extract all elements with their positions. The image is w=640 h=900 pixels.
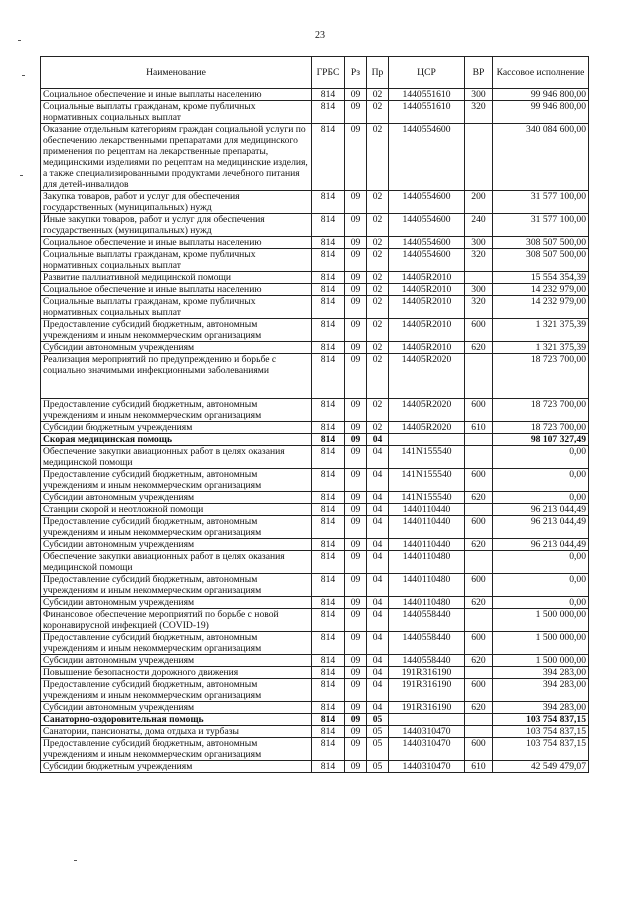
cell-csr: 1440551610 <box>389 101 465 124</box>
table-row <box>41 284 589 296</box>
cell-rz: 09 <box>345 399 367 422</box>
cell-name: Предоставление субсидий бюджетным, автономным учреждениям и иным некоммерческим организациям <box>41 516 312 539</box>
cell-amount: 340 084 600,00 <box>493 124 589 191</box>
cell-amount: 31 577 100,00 <box>493 214 589 237</box>
cell-pr: 02 <box>367 319 389 342</box>
cell-rz: 09 <box>345 469 367 492</box>
cell-amount: 0,00 <box>493 597 589 609</box>
cell-csr: 1440558440 <box>389 655 465 667</box>
cell-pr: 04 <box>367 492 389 504</box>
cell-amount: 15 554 354,39 <box>493 272 589 284</box>
table-row <box>41 446 589 469</box>
cell-name: Предоставление субсидий бюджетным, автономным учреждениям и иным некоммерческим организациям <box>41 399 312 422</box>
cell-csr: 14405R2020 <box>389 422 465 434</box>
cell-pr: 02 <box>367 191 389 214</box>
cell-amount: 0,00 <box>493 469 589 492</box>
cell-grbs: 814 <box>312 422 345 434</box>
cell-amount: 96 213 044,49 <box>493 504 589 516</box>
cell-grbs: 814 <box>312 726 345 738</box>
cell-name: Социальное обеспечение и иные выплаты населению <box>41 284 312 296</box>
cell-pr: 04 <box>367 702 389 714</box>
cell-pr: 02 <box>367 101 389 124</box>
cell-vr: 600 <box>465 574 493 597</box>
cell-vr: 610 <box>465 422 493 434</box>
cell-pr: 05 <box>367 761 389 773</box>
cell-rz: 09 <box>345 342 367 354</box>
cell-vr: 620 <box>465 539 493 551</box>
cell-pr: 04 <box>367 655 389 667</box>
scan-mark <box>18 40 21 41</box>
cell-name: Социальные выплаты гражданам, кроме публичных нормативных социальных выплат <box>41 296 312 319</box>
cell-csr: 1440554600 <box>389 214 465 237</box>
header-amount: Кассовое исполнение <box>493 57 589 89</box>
cell-grbs: 814 <box>312 702 345 714</box>
table-row <box>41 609 589 632</box>
table-row <box>41 714 589 726</box>
table-row <box>41 667 589 679</box>
cell-vr: 620 <box>465 492 493 504</box>
cell-name: Социальное обеспечение и иные выплаты населению <box>41 237 312 249</box>
cell-csr: 14405R2020 <box>389 354 465 399</box>
cell-grbs: 814 <box>312 539 345 551</box>
cell-vr: 320 <box>465 296 493 319</box>
cell-amount: 1 500 000,00 <box>493 609 589 632</box>
cell-name: Скорая медицинская помощь <box>41 434 312 446</box>
cell-pr: 04 <box>367 446 389 469</box>
cell-vr: 300 <box>465 89 493 101</box>
cell-rz: 09 <box>345 504 367 516</box>
cell-pr: 04 <box>367 679 389 702</box>
cell-grbs: 814 <box>312 574 345 597</box>
cell-csr: 1440110480 <box>389 551 465 574</box>
cell-vr: 600 <box>465 319 493 342</box>
cell-amount: 98 107 327,49 <box>493 434 589 446</box>
cell-rz: 09 <box>345 101 367 124</box>
cell-amount: 96 213 044,49 <box>493 516 589 539</box>
cell-name: Субсидии автономным учреждениям <box>41 655 312 667</box>
header-pr: Пр <box>367 57 389 89</box>
cell-csr: 1440554600 <box>389 237 465 249</box>
cell-rz: 09 <box>345 446 367 469</box>
cell-amount: 1 500 000,00 <box>493 655 589 667</box>
cell-grbs: 814 <box>312 249 345 272</box>
table-row <box>41 726 589 738</box>
cell-grbs: 814 <box>312 655 345 667</box>
scan-mark <box>20 175 23 176</box>
cell-csr: 1440554600 <box>389 191 465 214</box>
cell-rz: 09 <box>345 296 367 319</box>
cell-amount: 103 754 837,15 <box>493 738 589 761</box>
cell-csr: 1440558440 <box>389 632 465 655</box>
scan-mark <box>74 860 77 861</box>
cell-name: Предоставление субсидий бюджетным, автономным учреждениям и иным некоммерческим организациям <box>41 632 312 655</box>
cell-vr <box>465 714 493 726</box>
cell-grbs: 814 <box>312 89 345 101</box>
cell-pr: 04 <box>367 597 389 609</box>
cell-rz: 09 <box>345 422 367 434</box>
cell-pr: 04 <box>367 469 389 492</box>
cell-rz: 09 <box>345 714 367 726</box>
cell-csr: 1440310470 <box>389 761 465 773</box>
cell-rz: 09 <box>345 609 367 632</box>
cell-grbs: 814 <box>312 469 345 492</box>
cell-vr: 600 <box>465 679 493 702</box>
cell-amount: 394 283,00 <box>493 679 589 702</box>
cell-grbs: 814 <box>312 738 345 761</box>
cell-csr: 1440110440 <box>389 504 465 516</box>
cell-vr: 300 <box>465 284 493 296</box>
cell-amount: 103 754 837,15 <box>493 726 589 738</box>
table-row <box>41 539 589 551</box>
cell-csr: 14405R2010 <box>389 284 465 296</box>
cell-vr: 200 <box>465 191 493 214</box>
cell-pr: 04 <box>367 504 389 516</box>
table-row <box>41 632 589 655</box>
cell-grbs: 814 <box>312 214 345 237</box>
cell-name: Субсидии автономным учреждениям <box>41 539 312 551</box>
cell-amount: 14 232 979,00 <box>493 296 589 319</box>
cell-vr: 240 <box>465 214 493 237</box>
cell-vr <box>465 434 493 446</box>
cell-csr: 14405R2020 <box>389 399 465 422</box>
cell-grbs: 814 <box>312 492 345 504</box>
cell-name: Субсидии бюджетным учреждениям <box>41 422 312 434</box>
cell-pr: 02 <box>367 214 389 237</box>
cell-vr: 620 <box>465 597 493 609</box>
cell-name: Социальные выплаты гражданам, кроме публичных нормативных социальных выплат <box>41 101 312 124</box>
cell-csr: 1440551610 <box>389 89 465 101</box>
cell-name: Субсидии автономным учреждениям <box>41 702 312 714</box>
cell-name: Развитие паллиативной медицинской помощи <box>41 272 312 284</box>
cell-amount: 0,00 <box>493 492 589 504</box>
cell-pr: 05 <box>367 714 389 726</box>
cell-amount: 0,00 <box>493 446 589 469</box>
cell-csr: 1440110440 <box>389 516 465 539</box>
cell-vr: 600 <box>465 516 493 539</box>
cell-vr: 620 <box>465 655 493 667</box>
table-row <box>41 504 589 516</box>
cell-vr: 320 <box>465 101 493 124</box>
scan-mark <box>22 75 25 76</box>
cell-name: Финансовое обеспечение мероприятий по борьбе с новой коронавирусной инфекцией (COVID-19) <box>41 609 312 632</box>
cell-rz: 09 <box>345 726 367 738</box>
table-body <box>41 89 589 773</box>
cell-pr: 04 <box>367 609 389 632</box>
cell-amount: 18 723 700,00 <box>493 354 589 399</box>
cell-name: Станции скорой и неотложной помощи <box>41 504 312 516</box>
cell-rz: 09 <box>345 492 367 504</box>
table-row <box>41 214 589 237</box>
cell-amount: 42 549 479,07 <box>493 761 589 773</box>
table-header-row <box>41 57 589 89</box>
cell-grbs: 814 <box>312 609 345 632</box>
cell-amount: 0,00 <box>493 574 589 597</box>
cell-vr: 600 <box>465 632 493 655</box>
cell-vr <box>465 504 493 516</box>
table-row <box>41 551 589 574</box>
table-row <box>41 702 589 714</box>
cell-pr: 02 <box>367 354 389 399</box>
cell-csr: 1440110440 <box>389 539 465 551</box>
cell-csr: 14405R2010 <box>389 272 465 284</box>
cell-vr <box>465 667 493 679</box>
cell-csr: 14405R2010 <box>389 296 465 319</box>
cell-pr: 02 <box>367 249 389 272</box>
cell-csr: 1440554600 <box>389 124 465 191</box>
cell-rz: 09 <box>345 667 367 679</box>
cell-amount: 31 577 100,00 <box>493 191 589 214</box>
table-row <box>41 191 589 214</box>
cell-name: Социальные выплаты гражданам, кроме публичных нормативных социальных выплат <box>41 249 312 272</box>
cell-grbs: 814 <box>312 191 345 214</box>
cell-vr: 620 <box>465 342 493 354</box>
cell-rz: 09 <box>345 434 367 446</box>
cell-name: Предоставление субсидий бюджетным, автономным учреждениям и иным некоммерческим организациям <box>41 679 312 702</box>
cell-name: Реализация мероприятий по предупреждению и борьбе с социально значимыми инфекционными заболеваниями <box>41 354 312 399</box>
cell-pr: 04 <box>367 434 389 446</box>
cell-rz: 09 <box>345 272 367 284</box>
cell-name: Иные закупки товаров, работ и услуг для обеспечения государственных (муниципальных) нужд <box>41 214 312 237</box>
cell-pr: 02 <box>367 272 389 284</box>
cell-name: Предоставление субсидий бюджетным, автономным учреждениям и иным некоммерческим организациям <box>41 319 312 342</box>
table-row <box>41 679 589 702</box>
cell-amount: 18 723 700,00 <box>493 422 589 434</box>
cell-pr: 02 <box>367 399 389 422</box>
cell-grbs: 814 <box>312 434 345 446</box>
table-row <box>41 249 589 272</box>
cell-pr: 04 <box>367 551 389 574</box>
cell-grbs: 814 <box>312 101 345 124</box>
cell-name: Предоставление субсидий бюджетным, автономным учреждениям и иным некоммерческим организациям <box>41 738 312 761</box>
table-row <box>41 738 589 761</box>
cell-grbs: 814 <box>312 551 345 574</box>
cell-amount: 1 500 000,00 <box>493 632 589 655</box>
cell-amount: 99 946 800,00 <box>493 101 589 124</box>
cell-csr: 1440310470 <box>389 738 465 761</box>
cell-rz: 09 <box>345 214 367 237</box>
table-row <box>41 101 589 124</box>
table-row <box>41 574 589 597</box>
cell-rz: 09 <box>345 354 367 399</box>
cell-csr: 1440558440 <box>389 609 465 632</box>
cell-name: Предоставление субсидий бюджетным, автономным учреждениям и иным некоммерческим организациям <box>41 469 312 492</box>
cell-amount: 96 213 044,49 <box>493 539 589 551</box>
cell-csr: 1440110480 <box>389 574 465 597</box>
table-row <box>41 761 589 773</box>
cell-rz: 09 <box>345 632 367 655</box>
cell-vr <box>465 609 493 632</box>
cell-name: Санатории, пансионаты, дома отдыха и турбазы <box>41 726 312 738</box>
cell-grbs: 814 <box>312 342 345 354</box>
cell-vr <box>465 124 493 191</box>
cell-rz: 09 <box>345 237 367 249</box>
table-row <box>41 342 589 354</box>
table-row <box>41 399 589 422</box>
cell-rz: 09 <box>345 574 367 597</box>
cell-grbs: 814 <box>312 516 345 539</box>
cell-vr <box>465 272 493 284</box>
cell-amount: 308 507 500,00 <box>493 237 589 249</box>
cell-vr: 320 <box>465 249 493 272</box>
table-row <box>41 319 589 342</box>
cell-grbs: 814 <box>312 761 345 773</box>
cell-vr <box>465 446 493 469</box>
cell-grbs: 814 <box>312 679 345 702</box>
cell-grbs: 814 <box>312 296 345 319</box>
cell-name: Закупка товаров, работ и услуг для обеспечения государственных (муниципальных) нужд <box>41 191 312 214</box>
cell-rz: 09 <box>345 761 367 773</box>
cell-vr: 300 <box>465 237 493 249</box>
cell-pr: 02 <box>367 89 389 101</box>
cell-name: Субсидии автономным учреждениям <box>41 597 312 609</box>
cell-name: Обеспечение закупки авиационных работ в целях оказания медицинской помощи <box>41 551 312 574</box>
cell-amount: 394 283,00 <box>493 702 589 714</box>
cell-pr: 05 <box>367 738 389 761</box>
cell-grbs: 814 <box>312 597 345 609</box>
table-row <box>41 469 589 492</box>
cell-rz: 09 <box>345 516 367 539</box>
cell-amount: 18 723 700,00 <box>493 399 589 422</box>
cell-name: Оказание отдельным категориям граждан социальной услуги по обеспечению лекарственными препаратами для медицинского применения по рецептам на лекарственные препараты, медицинскими изделиями по рецептам на медицинские изделия, а также специализированными продуктами лечебного питания для детей-инвалидов <box>41 124 312 191</box>
cell-rz: 09 <box>345 679 367 702</box>
cell-name: Субсидии бюджетным учреждениям <box>41 761 312 773</box>
cell-csr: 1440310470 <box>389 726 465 738</box>
cell-rz: 09 <box>345 124 367 191</box>
cell-amount: 103 754 837,15 <box>493 714 589 726</box>
cell-pr: 02 <box>367 237 389 249</box>
cell-csr: 1440110480 <box>389 597 465 609</box>
cell-csr: 141N155540 <box>389 492 465 504</box>
header-csr: ЦСР <box>389 57 465 89</box>
cell-vr: 600 <box>465 738 493 761</box>
cell-csr <box>389 434 465 446</box>
cell-name: Предоставление субсидий бюджетным, автономным учреждениям и иным некоммерческим организациям <box>41 574 312 597</box>
cell-csr: 14405R2010 <box>389 319 465 342</box>
cell-grbs: 814 <box>312 446 345 469</box>
table-row <box>41 354 589 399</box>
table-row <box>41 296 589 319</box>
cell-csr: 14405R2010 <box>389 342 465 354</box>
table-row <box>41 422 589 434</box>
cell-grbs: 814 <box>312 124 345 191</box>
cell-pr: 02 <box>367 342 389 354</box>
cell-rz: 09 <box>345 551 367 574</box>
header-vr: ВР <box>465 57 493 89</box>
cell-csr: 191R316190 <box>389 667 465 679</box>
table-row <box>41 516 589 539</box>
cell-name: Социальное обеспечение и иные выплаты населению <box>41 89 312 101</box>
cell-pr: 04 <box>367 632 389 655</box>
cell-amount: 1 321 375,39 <box>493 342 589 354</box>
cell-amount: 99 946 800,00 <box>493 89 589 101</box>
header-rz: Рз <box>345 57 367 89</box>
cell-pr: 04 <box>367 539 389 551</box>
cell-amount: 14 232 979,00 <box>493 284 589 296</box>
table-row <box>41 492 589 504</box>
cell-pr: 04 <box>367 574 389 597</box>
page-number: 23 <box>315 30 325 41</box>
cell-amount: 0,00 <box>493 551 589 574</box>
cell-vr <box>465 726 493 738</box>
cell-grbs: 814 <box>312 714 345 726</box>
cell-csr: 1440554600 <box>389 249 465 272</box>
cell-name: Повышение безопасности дорожного движения <box>41 667 312 679</box>
cell-rz: 09 <box>345 319 367 342</box>
cell-grbs: 814 <box>312 399 345 422</box>
cell-name: Субсидии автономным учреждениям <box>41 342 312 354</box>
cell-grbs: 814 <box>312 284 345 296</box>
cell-csr: 191R316190 <box>389 679 465 702</box>
header-name: Наименование <box>41 57 312 89</box>
cell-rz: 09 <box>345 539 367 551</box>
table-row <box>41 89 589 101</box>
cell-vr <box>465 354 493 399</box>
cell-amount: 1 321 375,39 <box>493 319 589 342</box>
header-grbs: ГРБС <box>312 57 345 89</box>
cell-pr: 04 <box>367 667 389 679</box>
table-row <box>41 597 589 609</box>
cell-name: Санаторно-оздоровительная помощь <box>41 714 312 726</box>
cell-vr: 610 <box>465 761 493 773</box>
cell-rz: 09 <box>345 284 367 296</box>
cell-grbs: 814 <box>312 237 345 249</box>
cell-grbs: 814 <box>312 354 345 399</box>
cell-rz: 09 <box>345 655 367 667</box>
table-row <box>41 434 589 446</box>
table-row <box>41 655 589 667</box>
cell-vr <box>465 551 493 574</box>
cell-csr: 191R316190 <box>389 702 465 714</box>
cell-pr: 05 <box>367 726 389 738</box>
cell-name: Обеспечение закупки авиационных работ в целях оказания медицинской помощи <box>41 446 312 469</box>
cell-rz: 09 <box>345 89 367 101</box>
cell-pr: 02 <box>367 422 389 434</box>
cell-rz: 09 <box>345 597 367 609</box>
cell-vr: 600 <box>465 399 493 422</box>
cell-grbs: 814 <box>312 272 345 284</box>
cell-vr: 600 <box>465 469 493 492</box>
table-row <box>41 272 589 284</box>
cell-vr: 620 <box>465 702 493 714</box>
cell-csr <box>389 714 465 726</box>
cell-grbs: 814 <box>312 319 345 342</box>
table-row <box>41 237 589 249</box>
cell-grbs: 814 <box>312 632 345 655</box>
cell-rz: 09 <box>345 702 367 714</box>
cell-pr: 02 <box>367 284 389 296</box>
cell-pr: 02 <box>367 124 389 191</box>
cell-pr: 04 <box>367 516 389 539</box>
cell-rz: 09 <box>345 191 367 214</box>
cell-name: Субсидии автономным учреждениям <box>41 492 312 504</box>
cell-grbs: 814 <box>312 504 345 516</box>
cell-amount: 308 507 500,00 <box>493 249 589 272</box>
table-row <box>41 124 589 191</box>
cell-csr: 141N155540 <box>389 469 465 492</box>
budget-table <box>40 56 589 773</box>
cell-rz: 09 <box>345 738 367 761</box>
cell-rz: 09 <box>345 249 367 272</box>
cell-pr: 02 <box>367 296 389 319</box>
cell-amount: 394 283,00 <box>493 667 589 679</box>
cell-grbs: 814 <box>312 667 345 679</box>
cell-csr: 141N155540 <box>389 446 465 469</box>
